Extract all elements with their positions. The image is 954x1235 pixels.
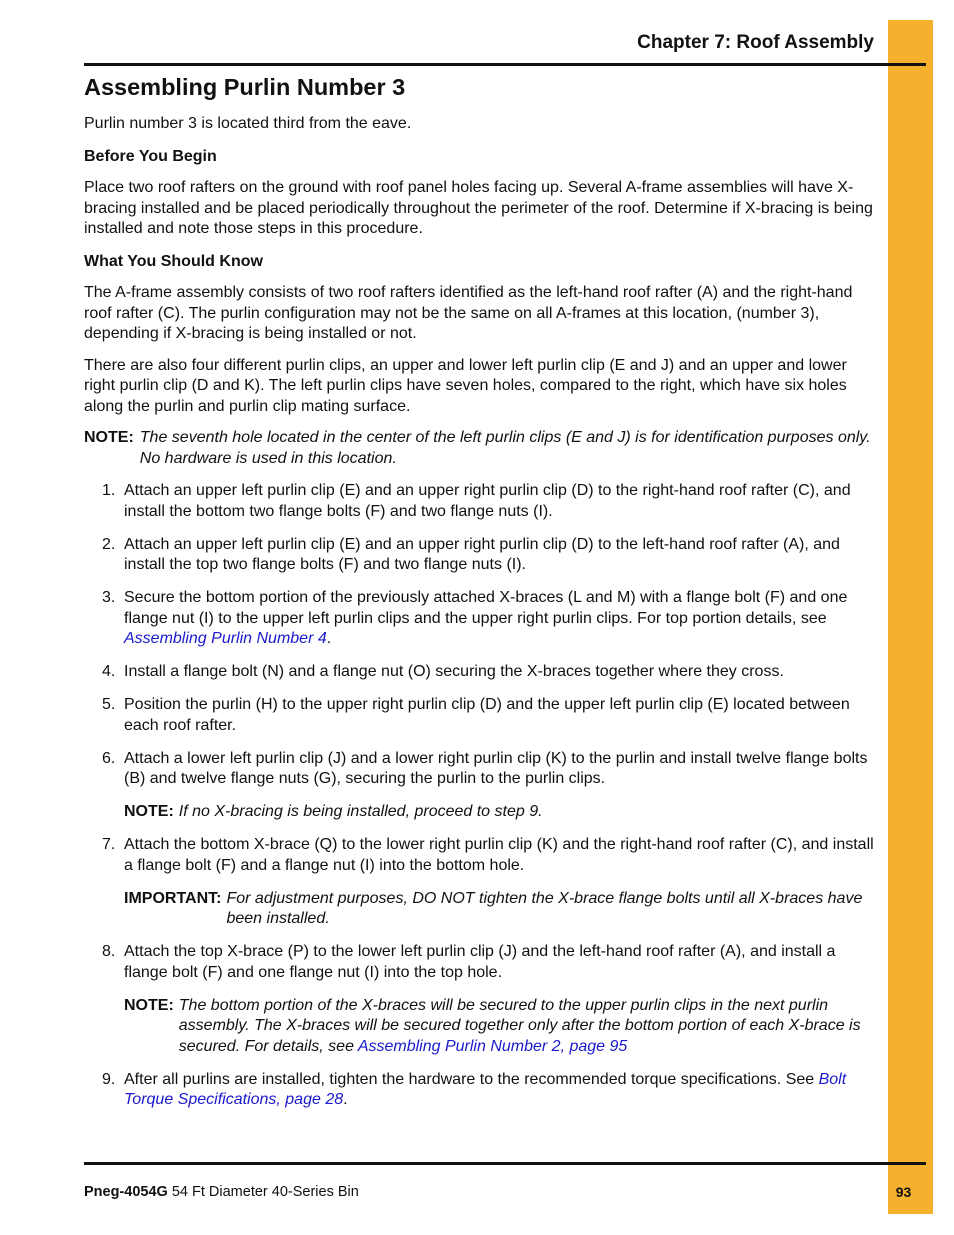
know-heading: What You Should Know [84, 252, 263, 270]
step-text: Attach an upper left purlin clip (E) and an upper right purlin clip (D) to the right-hand roof rafter (C), and install the bottom two flange bolts (F) and two flange nuts (I). [124, 482, 851, 520]
know-paragraph-1: The A-frame assembly consists of two roof rafters identified as the left-hand roof rafter (A) and the right-hand roof rafter (C). The purlin configuration may not be the same on all A-frames at this location, (number 3), depending if X-bracing is being installed or not. [84, 284, 853, 342]
note-label: NOTE: [124, 996, 174, 1014]
before-paragraph: Place two roof rafters on the ground with roof panel holes facing up. Several A-frame assemblies will have X-bracing installed and be placed periodically throughout the perimeter of the roof. Determine if X-bracing is being installed and note those steps in this procedure. [84, 179, 873, 237]
step-punct: . [326, 630, 332, 647]
steps-list-continued [84, 835, 874, 876]
list-item [84, 535, 874, 576]
list-item [84, 942, 874, 983]
step-number: 2. [102, 535, 116, 553]
step-number: 5. [102, 696, 116, 713]
step-number: 9. [102, 1070, 116, 1088]
chapter-heading: Chapter 7: Roof Assembly [637, 32, 874, 53]
note-text: The bottom portion of the X-braces will be secured to the upper purlin clips in the next purlin assembly. The X-braces will be secured together only after the bottom portion of each X-brace is secured. For details, see [178, 996, 861, 1055]
step-number: 3. [102, 589, 116, 606]
step-text: Attach an upper left purlin clip (E) and an upper right purlin clip (D) to the left-hand roof rafter (A), and install the top two flange bolts (F) and two flange nuts (I). [124, 535, 840, 573]
step-text: Install a flange bolt (N) and a flange nut (O) securing the X-braces together where they cross. [124, 663, 784, 680]
list-item [84, 835, 874, 876]
before-heading: Before You Begin [84, 147, 217, 165]
step-text: Attach a lower left purlin clip (J) and a lower right purlin clip (K) to the purlin and install twelve flange bolts (B) and twelve flange nuts (G), securing the purlin to the purlin clips. [124, 749, 868, 787]
page-number: 93 [895, 1184, 912, 1200]
steps-list-continued-2 [84, 942, 874, 983]
link-purlin-4[interactable]: Assembling Purlin Number 4 [124, 630, 327, 647]
know-paragraph-2: There are also four different purlin clips, an upper and lower left purlin clip (E and J) and an upper and lower right purlin clip (D and K). The left purlin clips have seven holes, compared to the right, which have six holes along the purlin and purlin clip mating surface. [84, 356, 847, 415]
chapter-tab-stripe [888, 20, 933, 1214]
note-text: If no X-bracing is being installed, proceed to step 9. [178, 803, 543, 820]
list-item [84, 481, 874, 522]
important-label: IMPORTANT: [124, 889, 222, 907]
footer-rule [84, 1162, 926, 1165]
step-text: After all purlins are installed, tighten the hardware to the recommended torque specifications. See [124, 1070, 819, 1088]
important-text: For adjustment purposes, DO NOT tighten the X-brace flange bolts until all X-braces have been installed. [226, 889, 863, 927]
note-text: The seventh hole located in the center of the left purlin clips (E and J) is for identification purposes only. No hardware is used in this location. [139, 429, 871, 467]
page-footer [84, 1183, 926, 1201]
link-purlin-2[interactable]: Assembling Purlin Number 2, page 95 [357, 1037, 628, 1055]
step-text: Attach the top X-brace (P) to the lower left purlin clip (J) and the left-hand roof rafter (A), and install a flange bolt (F) and one flange nut (I) into the top hole. [124, 943, 836, 981]
doc-title: 54 Ft Diameter 40-Series Bin [167, 1184, 359, 1200]
note-no-xbracing [124, 802, 874, 823]
page-content [84, 70, 874, 1123]
note-xbrace-bottom [124, 996, 874, 1058]
step-text: Position the purlin (H) to the upper right purlin clip (D) and the upper left purlin clip (E) located between each roof rafter. [124, 696, 850, 734]
step-number: 8. [102, 943, 116, 960]
step-number: 7. [102, 836, 116, 853]
header-rule [84, 63, 926, 66]
step-number: 1. [102, 482, 116, 499]
page-title: Assembling Purlin Number 3 [84, 74, 406, 100]
list-item [84, 662, 874, 683]
list-item [84, 695, 874, 736]
important-notice [124, 889, 874, 930]
step-number: 6. [102, 749, 116, 767]
doc-id: Pneg-4054G [84, 1184, 168, 1200]
step-text: Secure the bottom portion of the previously attached X-braces (L and M) with a flange bolt (F) and one flange nut (I) to the upper left purlin clips and the upper right purlin clips. For top portion details, see [124, 589, 848, 627]
list-item [84, 749, 874, 790]
step-text: Attach the bottom X-brace (Q) to the lower right purlin clip (K) and the right-hand roof rafter (C), and install a flange bolt (F) and a flange nut (I) into the bottom hole. [124, 836, 874, 874]
note-seventh-hole [84, 428, 874, 469]
step-punct: . [343, 1091, 348, 1108]
intro-paragraph: Purlin number 3 is located third from the eave. [84, 115, 412, 132]
steps-list-continued-3 [84, 1070, 874, 1111]
step-number: 4. [102, 663, 116, 680]
list-item [84, 588, 874, 650]
note-label: NOTE: [84, 429, 134, 446]
note-label: NOTE: [124, 803, 174, 820]
list-item [84, 1070, 874, 1111]
steps-list [84, 481, 874, 790]
link-bolt-torque[interactable]: Bolt Torque Specifications, page 28 [124, 1070, 847, 1108]
